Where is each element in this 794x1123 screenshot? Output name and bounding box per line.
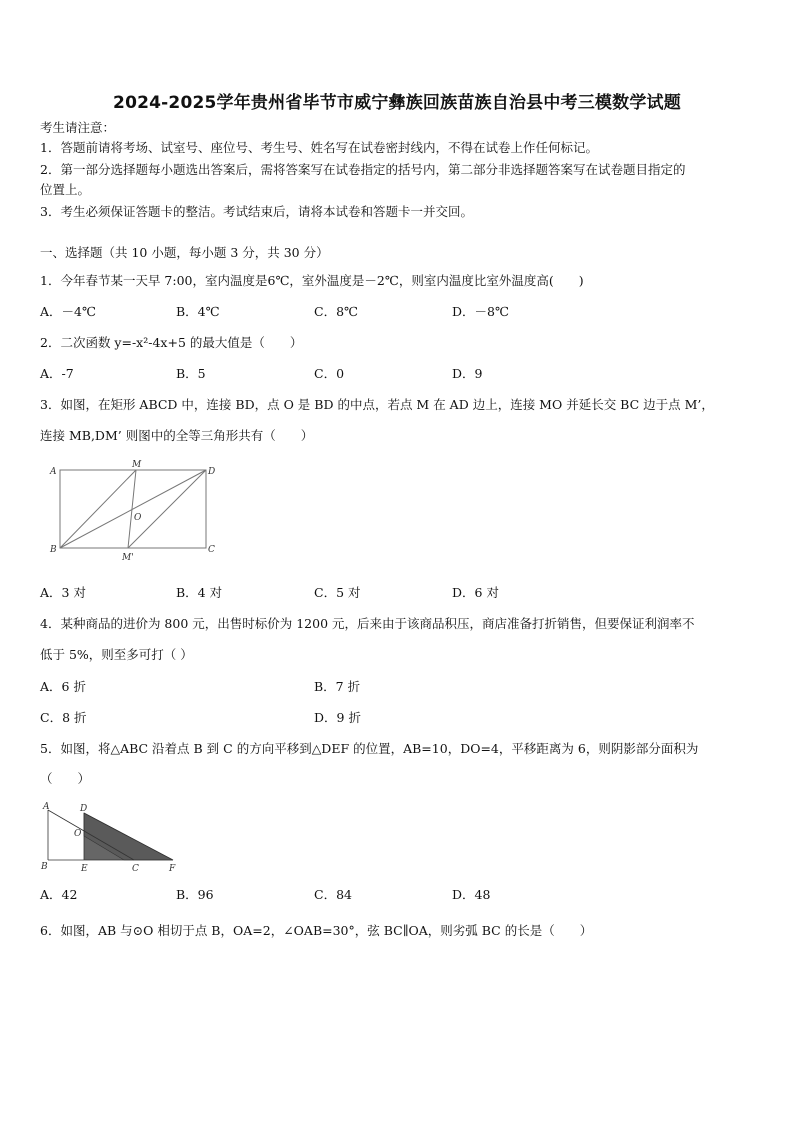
triangle-translation-figure <box>38 800 184 876</box>
question-2-option-c: C．0 <box>314 366 345 381</box>
question-3-option-a: A．3 对 <box>40 585 86 600</box>
question-3-text: 3．如图，在矩形 ABCD 中，连接 BD，点 O 是 BD 的中点，若点 M 在 AD 边上，连接 MO 并延长交 BC 边于点 M’， <box>40 397 714 412</box>
figure-label-b: B <box>50 545 57 555</box>
figure-label-e: E <box>81 864 88 874</box>
figure-label-o: O <box>74 829 82 839</box>
question-4-option-b: B．7 折 <box>314 679 361 694</box>
rectangle-figure <box>46 458 222 566</box>
figure-label-a: A <box>43 802 50 812</box>
question-1-option-d: D．－8℃ <box>452 304 509 319</box>
question-6-text: 6．如图，AB 与⊙O 相切于点 B，OA=2，∠OAB=30°，弦 BC∥OA，则劣弧 BC 的长是（ ） <box>40 923 593 938</box>
question-2-option-a: A．-7 <box>40 366 74 381</box>
notice-item: 2．第一部分选择题每小题选出答案后，需将答案写在试卷指定的括号内，第二部分非选择题答案写在试卷题目指定的 <box>40 162 686 177</box>
notice-item: 1．答题前请将考场、试室号、座位号、考生号、姓名写在试卷密封线内，不得在试卷上作任何标记。 <box>40 140 598 155</box>
question-4-option-c: C．8 折 <box>40 710 87 725</box>
figure-label-d: D <box>208 467 216 477</box>
figure-label-c: C <box>208 545 215 555</box>
notice-item: 位置上。 <box>40 182 91 197</box>
question-5-text: 5．如图，将△ABC 沿着点 B 到 C 的方向平移到△DEF 的位置，AB=10，DO=4，平移距离为 6，则阴影部分面积为 <box>40 741 699 756</box>
question-5-option-b: B．96 <box>176 887 214 902</box>
question-4-option-d: D．9 折 <box>314 710 361 725</box>
question-2-option-d: D．9 <box>452 366 483 381</box>
question-4-text: 低于 5%，则至多可打（ ） <box>40 647 193 662</box>
figure-label-o: O <box>134 513 142 523</box>
question-3-text: 连接 MB,DM’ 则图中的全等三角形共有（ ） <box>40 428 314 443</box>
page-title: 2024-2025学年贵州省毕节市威宁彝族回族苗族自治县中考三模数学试题 <box>113 93 681 113</box>
question-1-text: 1．今年春节某一天早 7:00，室内温度是6℃，室外温度是－2℃，则室内温度比室外温度高( ) <box>40 273 584 288</box>
figure-label-m: M <box>132 460 142 470</box>
figure-label-d: D <box>80 804 88 814</box>
question-3-option-c: C．5 对 <box>314 585 361 600</box>
question-5-option-c: C．84 <box>314 887 352 902</box>
question-5-option-d: D．48 <box>452 887 491 902</box>
notice-item: 3．考生必须保证答题卡的整洁。考试结束后，请将本试卷和答题卡一并交回。 <box>40 204 473 219</box>
question-5-text: （ ） <box>40 771 91 786</box>
question-4-option-a: A．6 折 <box>40 679 86 694</box>
question-2-text: 2．二次函数 y=-x²-4x+5 的最大值是（ ） <box>40 335 303 350</box>
section-heading: 一、选择题（共 10 小题，每小题 3 分，共 30 分） <box>40 245 329 260</box>
figure-label-b: B <box>41 862 48 872</box>
question-1-option-b: B．4℃ <box>176 304 220 319</box>
question-1-option-a: A．－4℃ <box>40 304 96 319</box>
figure-label-a: A <box>50 467 57 477</box>
question-2-option-b: B．5 <box>176 366 206 381</box>
figure-label-f: F <box>169 864 176 874</box>
question-1-option-c: C．8℃ <box>314 304 359 319</box>
question-3-option-b: B．4 对 <box>176 585 223 600</box>
question-4-text: 4．某种商品的进价为 800 元，出售时标价为 1200 元，后来由于该商品积压，商店准备打折销售，但要保证利润率不 <box>40 616 695 631</box>
question-3-option-d: D．6 对 <box>452 585 499 600</box>
question-5-option-a: A．42 <box>40 887 78 902</box>
figure-label-c: C <box>132 864 139 874</box>
notice-heading: 考生请注意： <box>40 120 116 135</box>
figure-label-m-prime: M' <box>122 553 134 563</box>
